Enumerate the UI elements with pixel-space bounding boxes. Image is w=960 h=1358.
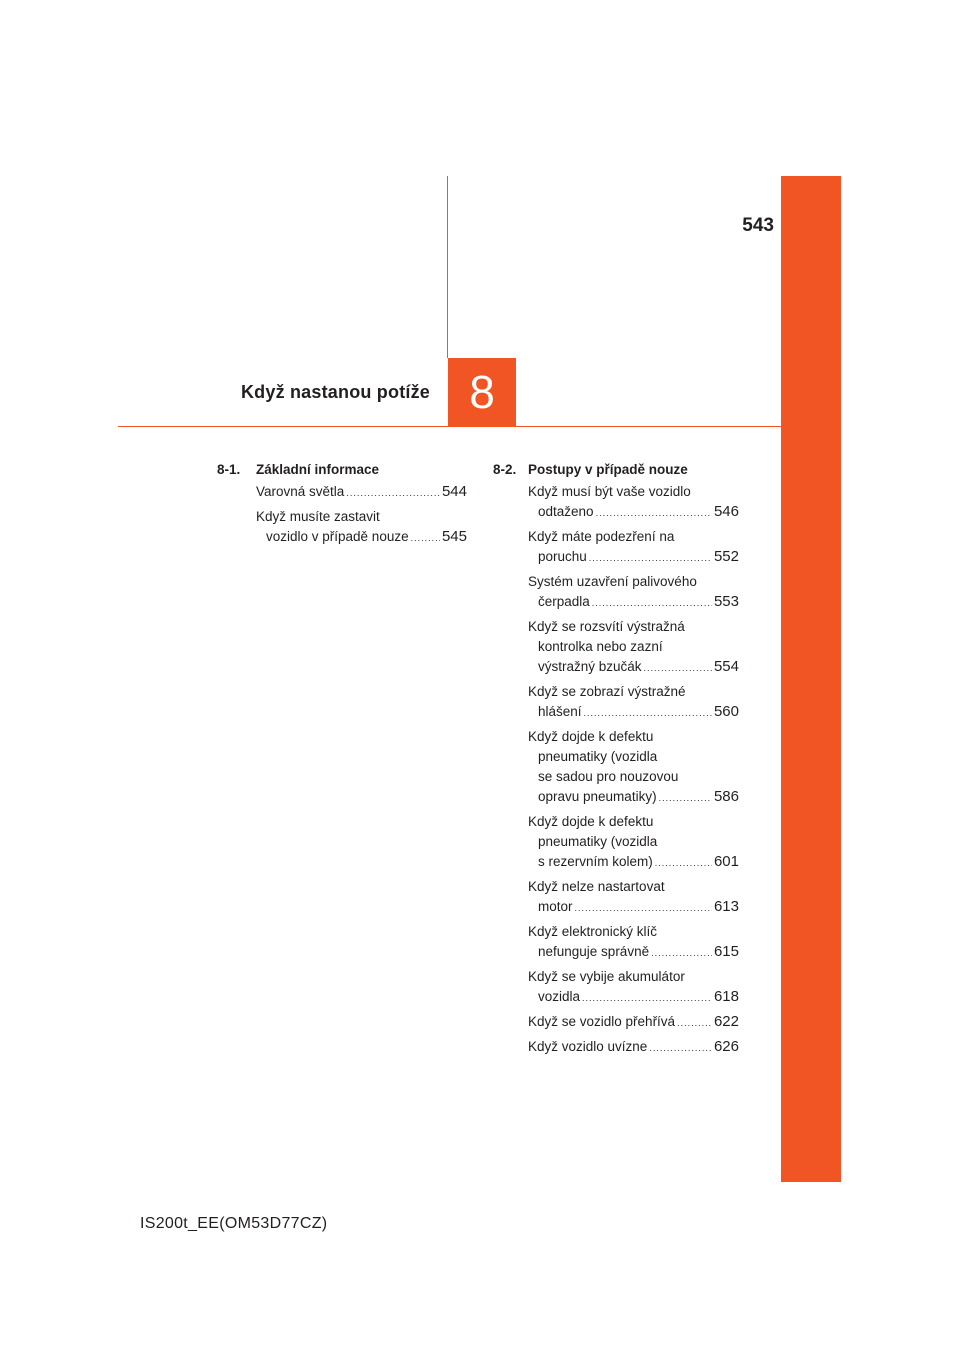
toc-entry-line: hlášení [538, 704, 582, 719]
section-number: 8-2. [493, 462, 517, 477]
toc-entry-line: s rezervním kolem) [538, 854, 653, 869]
toc-entry-line: Když vozidlo uvízne [528, 1039, 648, 1054]
toc-page-number: 618 [713, 988, 739, 1005]
toc-entry[interactable] [493, 967, 739, 1007]
toc-page-number: 544 [441, 483, 467, 500]
dot-leader [589, 553, 712, 563]
dot-leader [655, 858, 712, 868]
chapter-side-tab [781, 176, 841, 1182]
section-title: Základní informace [256, 462, 380, 477]
chapter-number: 8 [469, 366, 495, 418]
page-number: 543 [742, 215, 774, 236]
toc-entry-text [528, 482, 739, 522]
toc-entry-text [528, 682, 739, 722]
dot-leader [582, 993, 712, 1003]
toc-entry-line: nefunguje správně [538, 944, 650, 959]
toc-entry-line: motor [538, 899, 573, 914]
toc-entry-line: pneumatiky (vozidla [538, 749, 658, 764]
section-heading [493, 460, 739, 480]
toc-entry-line: čerpadla [538, 594, 590, 609]
dot-leader [644, 663, 712, 673]
dot-leader [651, 948, 712, 958]
toc-entry-line: Když se vozidlo přehřívá [528, 1014, 676, 1029]
dot-leader [575, 903, 712, 913]
toc-entry-line: Když musí být vaše vozidlo [528, 484, 691, 499]
toc-entry[interactable] [493, 1037, 739, 1057]
toc-entry-line: Varovná světla [256, 484, 345, 499]
toc-entry-text [528, 922, 739, 962]
toc-page-number: 554 [713, 658, 739, 675]
toc-entry-line: opravu pneumatiky) [538, 789, 657, 804]
dot-leader [584, 708, 712, 718]
toc-entry-line: Když se zobrazí výstražné [528, 684, 686, 699]
toc-page-number: 546 [713, 503, 739, 520]
toc-entry-line: se sadou pro nouzovou [538, 769, 679, 784]
toc-entry[interactable] [493, 877, 739, 917]
toc-entry-line: Systém uzavření palivového [528, 574, 697, 589]
toc-entry-text [256, 482, 467, 502]
toc-entry-text [528, 572, 739, 612]
toc-page-number: 545 [441, 528, 467, 545]
toc-page-number: 622 [713, 1013, 739, 1030]
toc-section-8-2 [493, 460, 739, 1062]
header-horizontal-rule [118, 426, 781, 427]
toc-page-number: 613 [713, 898, 739, 915]
toc-entry-text [528, 617, 739, 677]
toc-entry[interactable] [493, 922, 739, 962]
toc-entry[interactable] [493, 482, 739, 522]
toc-entry[interactable] [493, 727, 739, 807]
toc-entry-line: pneumatiky (vozidla [538, 834, 658, 849]
toc-entry-line: Když nelze nastartovat [528, 879, 665, 894]
section-number: 8-1. [217, 462, 241, 477]
toc-entry[interactable] [493, 617, 739, 677]
toc-page-number: 615 [713, 943, 739, 960]
section-heading [217, 460, 467, 480]
toc-entry-line: Když elektronický klíč [528, 924, 658, 939]
dot-leader [346, 488, 440, 498]
section-title: Postupy v případě nouze [528, 462, 688, 477]
toc-entry-line: Když se vybije akumulátor [528, 969, 685, 984]
toc-entry[interactable] [493, 812, 739, 872]
dot-leader [649, 1043, 712, 1053]
dot-leader [411, 533, 440, 543]
toc-page-number: 552 [713, 548, 739, 565]
toc-entry-line: Když dojde k defektu [528, 729, 654, 744]
toc-entry-line: poruchu [538, 549, 587, 564]
toc-entry-line: odtaženo [538, 504, 594, 519]
dot-leader [659, 793, 712, 803]
toc-entry-text [528, 877, 739, 917]
header-vertical-rule [447, 176, 448, 358]
dot-leader [677, 1018, 712, 1028]
toc-entry[interactable] [493, 527, 739, 567]
toc-entry-line: vozidla [538, 989, 581, 1004]
toc-entry[interactable] [217, 482, 467, 502]
chapter-number-box [448, 358, 516, 426]
toc-page-number: 626 [713, 1038, 739, 1055]
toc-entry-text [528, 812, 739, 872]
dot-leader [596, 508, 712, 518]
toc-entry-text [528, 967, 739, 1007]
toc-page-number: 586 [713, 788, 739, 805]
toc-entry[interactable] [217, 507, 467, 547]
toc-entry-line: Když máte podezření na [528, 529, 675, 544]
toc-page-number: 560 [713, 703, 739, 720]
toc-entry-text [256, 507, 467, 547]
toc-entry-line: vozidlo v případě nouze [266, 529, 409, 544]
toc-entry[interactable] [493, 682, 739, 722]
toc-entry-text [528, 1012, 739, 1032]
toc-entry-line: výstražný bzučák [538, 659, 642, 674]
toc-entry-text [528, 1037, 739, 1057]
dot-leader [592, 598, 712, 608]
toc-entry[interactable] [493, 572, 739, 612]
toc-entry-line: Když se rozsvítí výstražná [528, 619, 685, 634]
toc-entry[interactable] [493, 1012, 739, 1032]
toc-page-number: 553 [713, 593, 739, 610]
toc-entry-text [528, 527, 739, 567]
toc-entry-line: Když musíte zastavit [256, 509, 380, 524]
toc-entry-line: kontrolka nebo zazní [538, 639, 663, 654]
document-footer-code: IS200t_EE(OM53D77CZ) [140, 1215, 328, 1232]
toc-entry-text [528, 727, 739, 807]
toc-page-number: 601 [713, 853, 739, 870]
chapter-title: Když nastanou potíže [240, 382, 430, 402]
toc-entry-line: Když dojde k defektu [528, 814, 654, 829]
toc-section-8-1 [217, 460, 467, 552]
